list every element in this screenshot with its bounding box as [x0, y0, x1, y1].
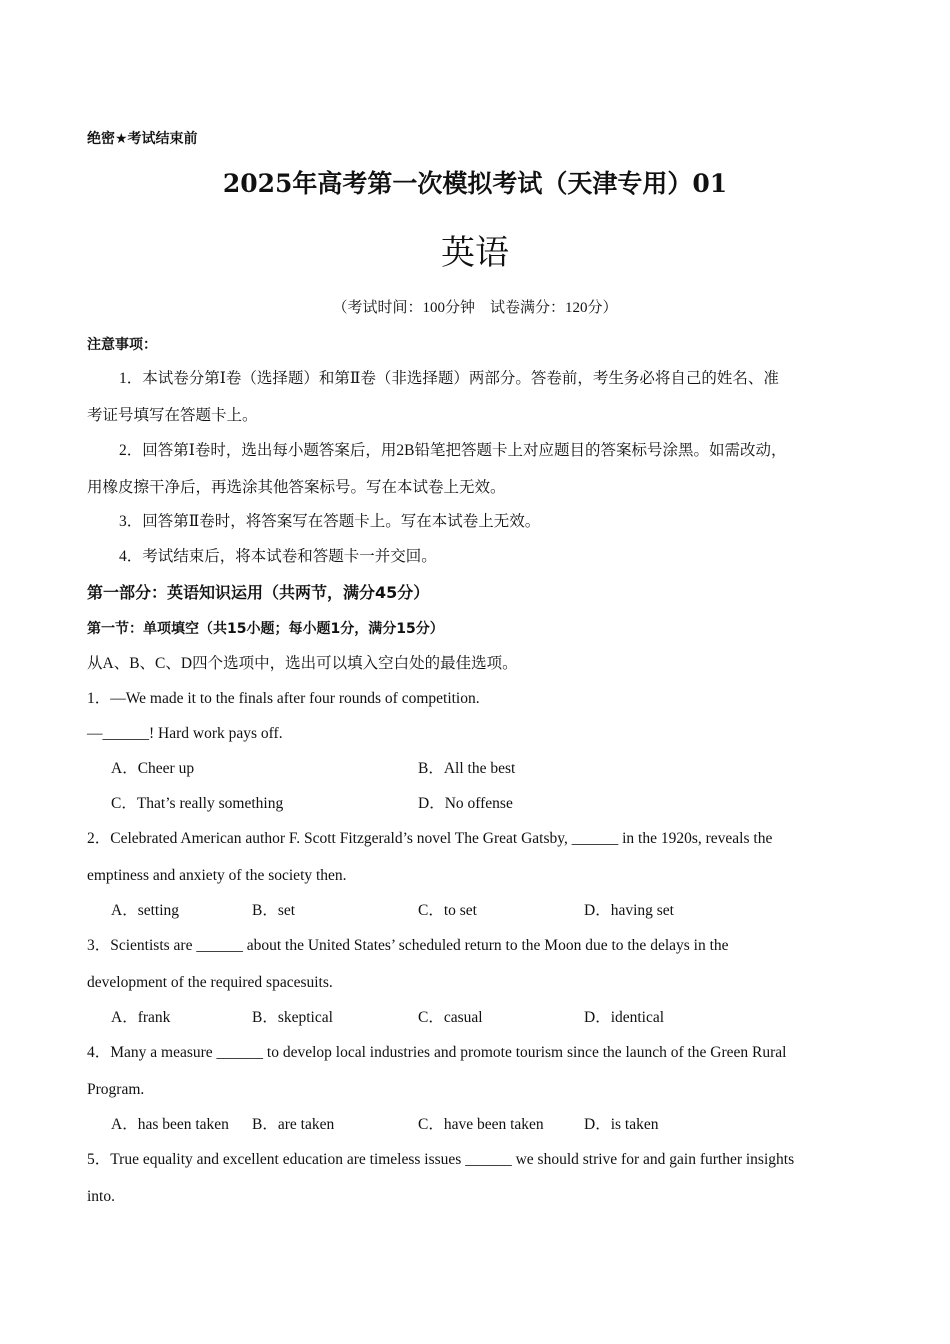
question-1-option-c: C．That’s really something	[111, 795, 284, 812]
question-4-stem-cont: Program.	[87, 1081, 145, 1098]
notice-item-1: 1．本试卷分第Ⅰ卷（选择题）和第Ⅱ卷（非选择题）两部分。答卷前，考生务必将自己的姓名、准	[119, 370, 779, 387]
section-heading: 第一节：单项填空（共15小题；每小题1分，满分15分）	[87, 621, 444, 637]
question-2-option-d: D．having set	[584, 902, 674, 919]
subject-title: 英语	[441, 233, 509, 273]
question-2-stem-cont: emptiness and anxiety of the society then.	[87, 867, 347, 884]
question-2-stem: 2．Celebrated American author F. Scott Fitzgerald’s novel The Great Gatsby, ______ in the 1920s, reveals the	[87, 830, 773, 847]
question-4-option-c: C．have been taken	[418, 1116, 544, 1133]
question-4-stem: 4．Many a measure ______ to develop local industries and promote tourism since the launch of the Green Rural	[87, 1044, 787, 1061]
notice-item-4: 4．考试结束后，将本试卷和答题卡一并交回。	[119, 548, 437, 565]
notice-label: 注意事项：	[87, 337, 157, 353]
question-3-option-c: C．casual	[418, 1009, 483, 1026]
question-4-option-b: B．are taken	[252, 1116, 335, 1133]
question-3-option-d: D．identical	[584, 1009, 665, 1026]
page-title: 2025年高考第一次模拟考试（天津专用）01	[222, 169, 728, 198]
question-5-stem-cont: into.	[87, 1188, 115, 1205]
question-1-option-b: B．All the best	[418, 760, 516, 777]
notice-item-2: 2．回答第Ⅰ卷时，选出每小题答案后，用2B铅笔把答题卡上对应题目的答案标号涂黑。如需改动，	[119, 442, 787, 459]
question-4-option-a: A．has been taken	[111, 1116, 229, 1133]
exam-info: （考试时间：100分钟 试卷满分：120分）	[332, 300, 618, 316]
question-5-stem: 5．True equality and excellent education are timeless issues ______ we should strive for and gain further insights	[87, 1151, 795, 1168]
question-3-stem-cont: development of the required spacesuits.	[87, 974, 333, 991]
question-4-option-d: D．is taken	[584, 1116, 659, 1133]
question-2-option-b: B．set	[252, 902, 296, 919]
notice-item-1-cont: 考证号填写在答题卡上。	[87, 407, 258, 424]
question-1-option-d: D．No offense	[418, 795, 513, 812]
question-3-option-a: A．frank	[111, 1009, 171, 1026]
secret-mark: 绝密★考试结束前	[87, 131, 198, 147]
question-2-option-a: A．setting	[111, 902, 180, 919]
part-heading: 第一部分：英语知识运用（共两节，满分45分）	[87, 583, 430, 602]
question-1-stem-cont: —______! Hard work pays off.	[87, 725, 283, 742]
question-3-option-b: B．skeptical	[252, 1009, 333, 1026]
question-2-option-c: C．to set	[418, 902, 477, 919]
notice-item-3: 3．回答第Ⅱ卷时，将答案写在答题卡上。写在本试卷上无效。	[119, 513, 541, 530]
question-1-option-a: A．Cheer up	[111, 760, 195, 777]
section-instruction: 从A、B、C、D四个选项中，选出可以填入空白处的最佳选项。	[87, 655, 518, 672]
notice-item-2-cont: 用橡皮擦干净后，再选涂其他答案标号。写在本试卷上无效。	[87, 479, 506, 496]
question-3-stem: 3．Scientists are ______ about the United States’ scheduled return to the Moon due to the delays in the	[87, 937, 729, 954]
question-1-stem: 1．—We made it to the finals after four rounds of competition.	[87, 690, 480, 707]
